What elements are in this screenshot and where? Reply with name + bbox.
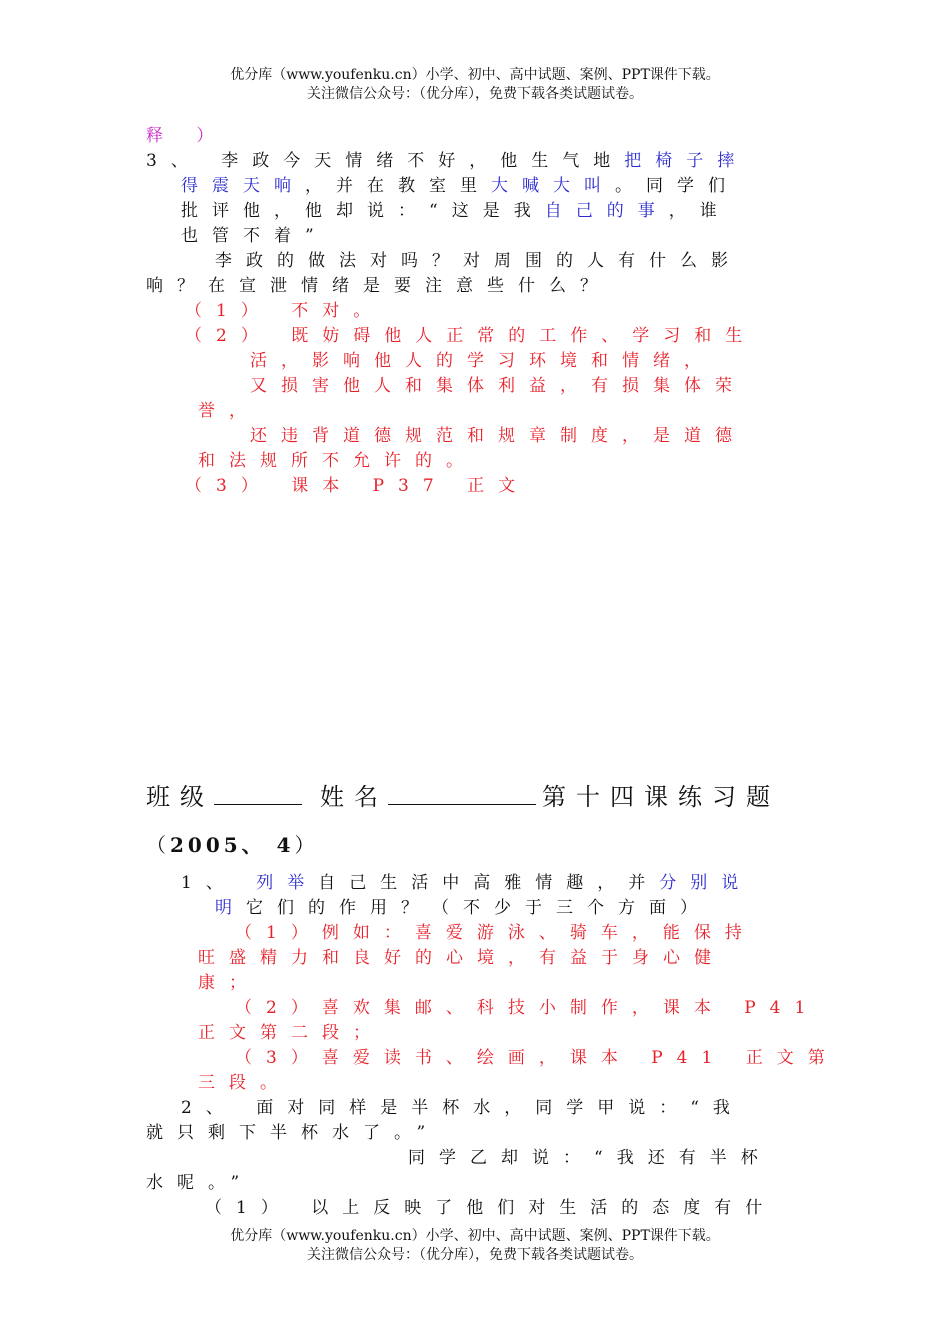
footer-line-2: 关注微信公众号：（优分库），免费下载各类试题试卷。 — [307, 1247, 643, 1263]
q3-line-3-text: 批评他，他却说：“这是我 — [181, 201, 545, 221]
footer-line-1: 优分库（www.youfenku.cn）小学、初中、高中试题、案例、PPT课件下载。 — [230, 1228, 720, 1244]
q1-number: 1、 — [181, 873, 257, 893]
q3-line-2-tail: 。同学们 — [615, 176, 739, 196]
q3-answer-2-line-2: 活，影响他人的学习环境和情绪， — [250, 351, 715, 371]
q3-highlight-own-business: 自己的事 — [544, 201, 669, 221]
name-label: 姓名 — [320, 783, 388, 811]
q3-highlight-shout: 大喊大叫 — [491, 176, 615, 196]
q1-line-2 — [215, 896, 711, 920]
q1-answer-2-line-1: （2）喜欢集邮、科技小制作，课本 P41 — [235, 998, 820, 1018]
q3-answer-2-line-6: 和法规所不允许的。 — [198, 451, 477, 471]
q1-highlight-explain-tail: 明 — [215, 898, 246, 918]
previous-answer-tail: 释 ） — [146, 126, 228, 146]
q1-line-1-text: 自己生活中高雅情趣，并 — [318, 873, 660, 893]
q3-answer-2-line-4: 誉， — [198, 401, 260, 421]
q3-line-2-text: ，并在教室里 — [305, 176, 491, 196]
q1-line-1 — [181, 871, 752, 895]
q1-answer-3-line-2: 三段。 — [198, 1073, 291, 1093]
q3-highlight-loud: 得震天响 — [181, 176, 305, 196]
q3-answer-2-line-3: 又损害他人和集体利益，有损集体荣 — [250, 376, 746, 396]
q3-line-1-text: 3、 李政今天情绪不好，他生气地 — [146, 151, 625, 171]
q1-highlight-list: 列举 — [256, 873, 319, 893]
date-close-paren: ） — [294, 833, 319, 857]
page-footer — [0, 1227, 950, 1265]
q1-answer-3-line-1: （3）喜爱读书、绘画，课本 P41 正文第 — [235, 1048, 839, 1068]
q2-line-4: 水呢。” — [146, 1173, 254, 1193]
q2-line-3: 同学乙却说：“我还有半杯 — [408, 1148, 772, 1168]
worksheet-title-line — [146, 781, 780, 813]
q3-line-6: 响？在宣泄情绪是要注意些什么？ — [146, 276, 611, 296]
q3-highlight-throw-chair: 把椅子摔 — [624, 151, 749, 171]
q3-line-3-tail: ，谁 — [668, 201, 731, 221]
class-blank[interactable] — [214, 782, 302, 805]
header-line-2: 关注微信公众号：（优分库），免费下载各类试题试卷。 — [307, 86, 643, 102]
class-label: 班级 — [146, 783, 214, 811]
q2-line-2: 就只剩下半杯水了。” — [146, 1123, 440, 1143]
page-header — [0, 66, 950, 104]
q1-answer-1-line-3: 康； — [198, 973, 260, 993]
q3-line-3 — [181, 199, 731, 223]
date-open-paren: （ — [146, 833, 170, 857]
name-blank[interactable] — [388, 782, 536, 805]
q1-answer-1-line-2: 旺盛精力和良好的心境，有益于身心健 — [198, 948, 725, 968]
q3-answer-2-line-1: （2） 既妨碍他人正常的工作、学习和生 — [185, 326, 757, 346]
q1-answer-1-line-1: （1）例如：喜爱游泳、骑车，能保持 — [235, 923, 756, 943]
q3-line-2 — [181, 174, 739, 198]
lesson-title: 第十四课练习题 — [542, 783, 780, 811]
q1-line-2-text: 它们的作用？（不少于三个方面） — [246, 898, 711, 918]
q2-line-5: （1） 以上反映了他们对生活的态度有什 — [205, 1198, 777, 1218]
q3-answer-1: （1） 不对。 — [185, 301, 385, 321]
q1-highlight-explain: 分别说 — [659, 873, 753, 893]
q2-line-1: 2、 面对同样是半杯水，同学甲说：“我 — [181, 1098, 744, 1118]
q3-line-5: 李政的做法对吗？对周围的人有什么影 — [215, 251, 742, 271]
q1-answer-2-line-2: 正文第二段； — [198, 1023, 384, 1043]
q3-line-1 — [146, 149, 748, 173]
q3-answer-2-line-5: 还违背道德规范和规章制度，是道德 — [250, 426, 746, 446]
q3-answer-3: （3） 课本 P37 正文 — [185, 476, 530, 496]
header-line-1: 优分库（www.youfenku.cn）小学、初中、高中试题、案例、PPT课件下载。 — [230, 67, 720, 83]
date-text: 2005、 4 — [170, 833, 295, 857]
q3-line-4: 也管不着” — [181, 226, 328, 246]
worksheet-date — [146, 831, 319, 859]
